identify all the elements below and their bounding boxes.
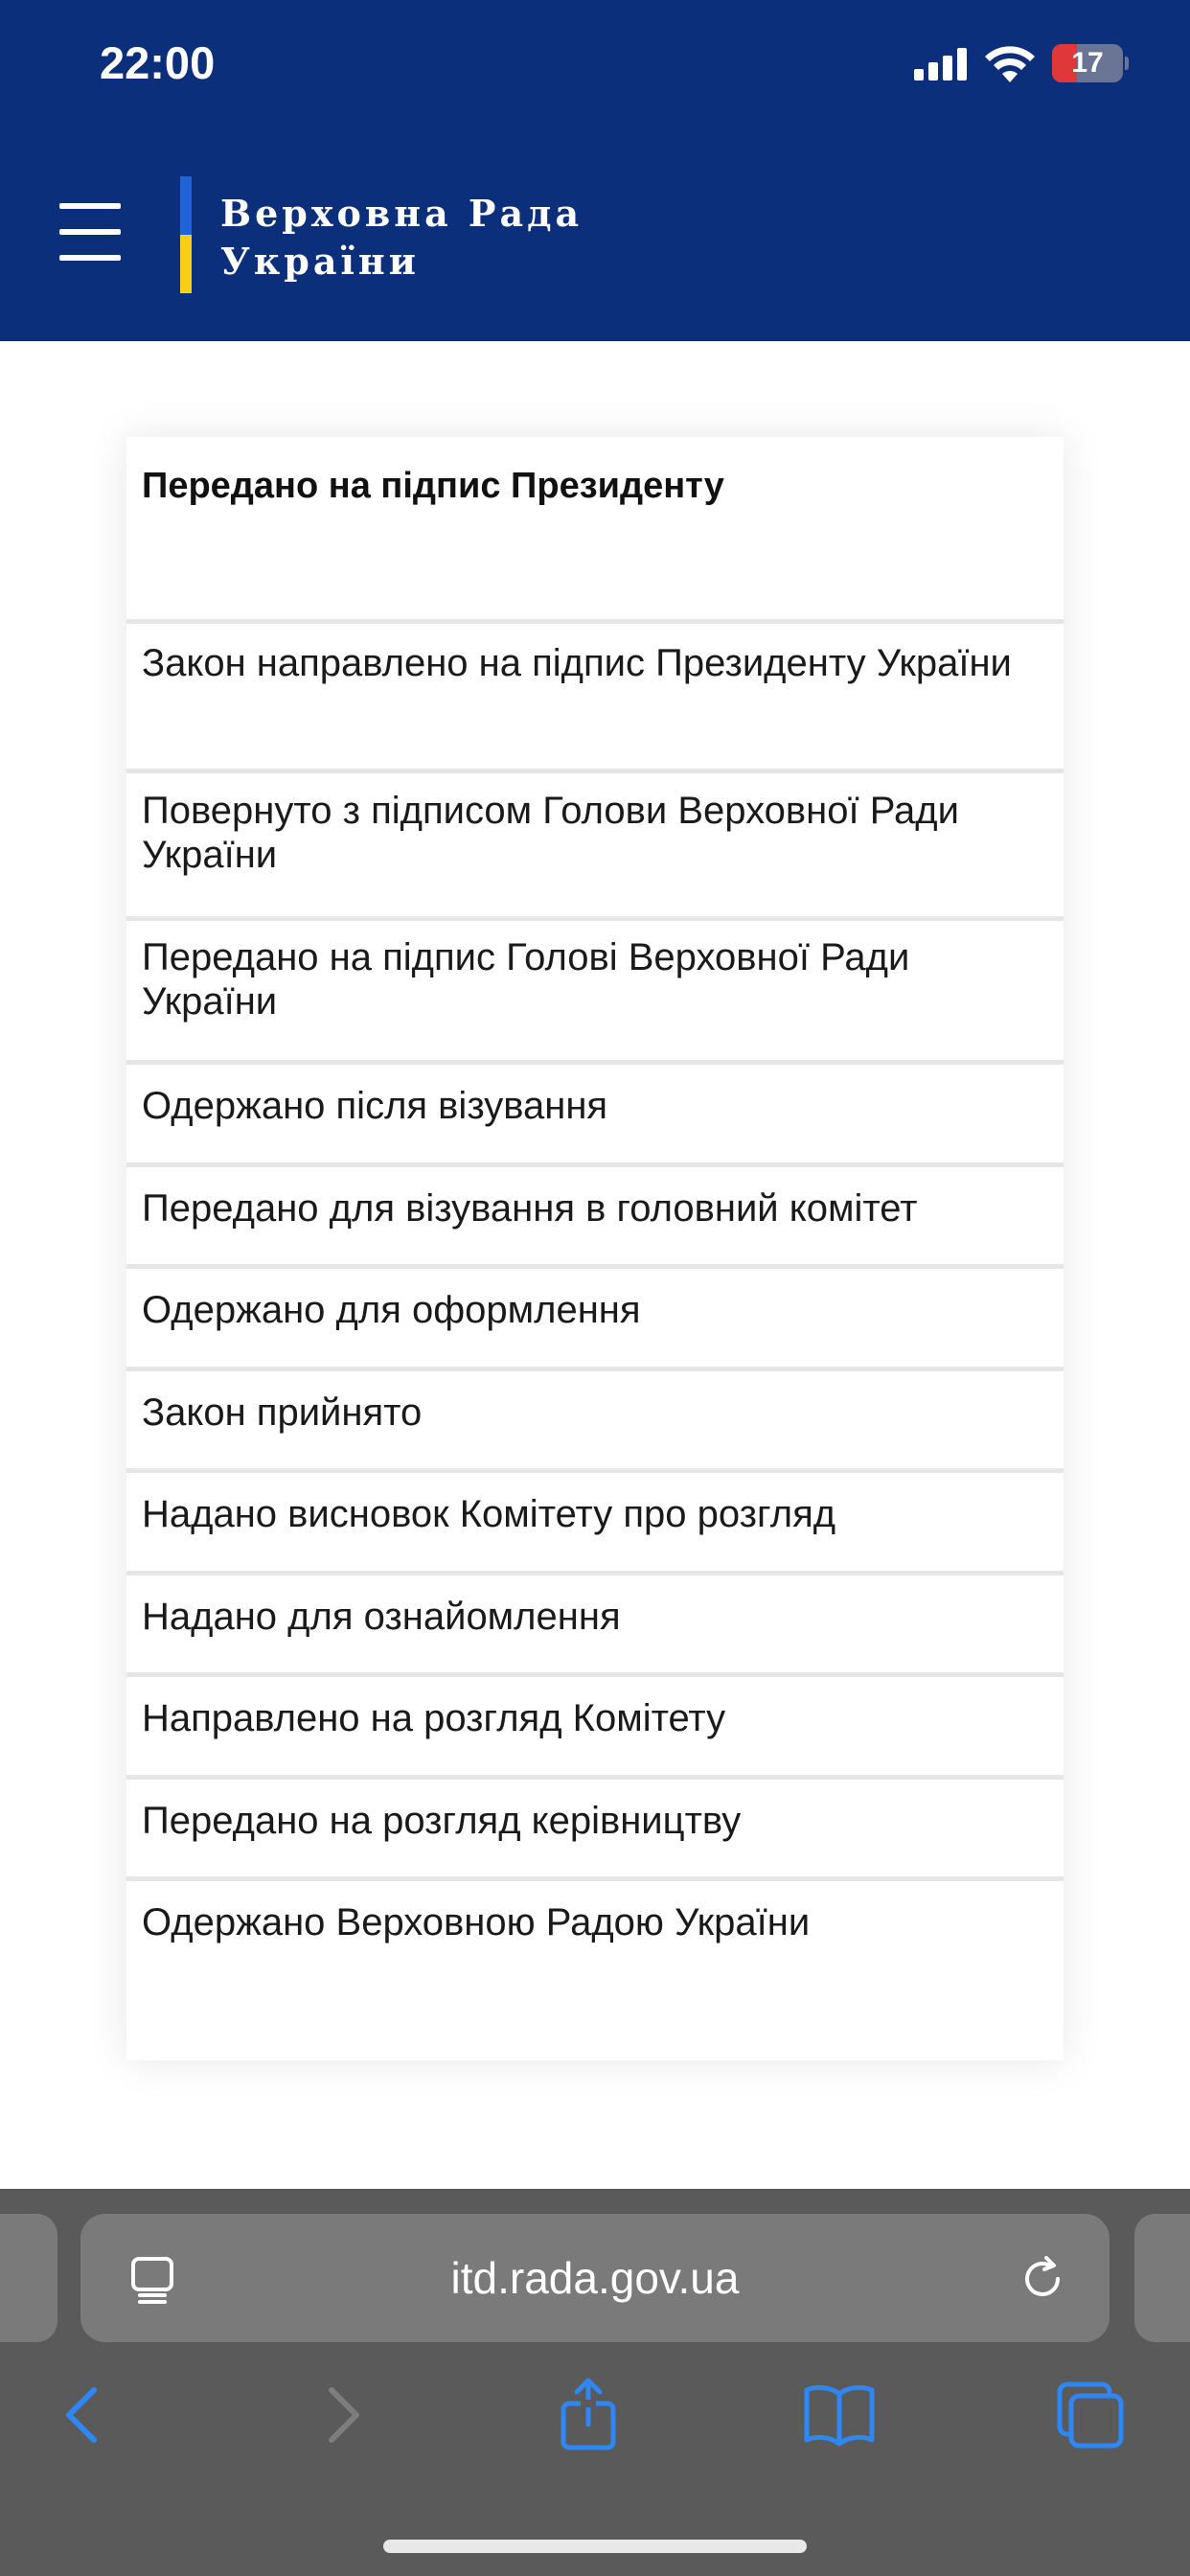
site-header xyxy=(0,0,1190,341)
list-item-text: Одержано після візування xyxy=(142,1085,608,1127)
address-bar[interactable] xyxy=(80,2214,1110,2342)
list-item xyxy=(126,1576,1064,1672)
bookmarks-icon[interactable] xyxy=(801,2377,878,2453)
list-item xyxy=(126,1473,1064,1571)
list-item-text: Передано на розгляд керівництву xyxy=(142,1800,742,1842)
hamburger-menu-icon[interactable] xyxy=(59,203,121,261)
wifi-icon xyxy=(985,46,1035,82)
list-item-text: Надано для ознайомлення xyxy=(142,1596,621,1638)
logo-text-line1: Верховна Рада xyxy=(220,192,584,235)
list-item xyxy=(126,1167,1064,1264)
reload-icon[interactable] xyxy=(1019,2256,1065,2302)
list-item xyxy=(126,624,1064,769)
list-item xyxy=(126,1269,1064,1367)
back-icon[interactable] xyxy=(46,2377,123,2453)
list-item-text: Направлено на розгляд Комітету xyxy=(142,1697,726,1739)
site-logo[interactable] xyxy=(180,176,602,293)
list-item xyxy=(126,1677,1064,1775)
cellular-signal-icon xyxy=(914,48,968,80)
list-item xyxy=(126,921,1064,1060)
tabs-icon[interactable] xyxy=(1052,2377,1129,2453)
list-item-text: Передано для візування в головний комітет xyxy=(142,1187,918,1230)
list-item-text: Закон прийнято xyxy=(142,1392,423,1434)
list-item-text: Одержано Верховною Радою України xyxy=(142,1901,811,1944)
logo-flag-blue xyxy=(180,176,192,235)
logo-text-line2: України xyxy=(220,240,420,283)
list-item xyxy=(126,1065,1064,1162)
forward-icon[interactable] xyxy=(303,2377,379,2453)
list-item-text: Повернуто з підписом Голови Верховної Ради України xyxy=(142,790,959,876)
status-bar xyxy=(0,0,1190,134)
next-tab-peek[interactable] xyxy=(1134,2214,1190,2342)
status-time: 22:00 xyxy=(100,37,216,88)
list-item-text: Закон направлено на підпис Президенту України xyxy=(142,642,1012,684)
list-item xyxy=(126,1881,1064,2060)
battery-level: 17 xyxy=(1071,47,1104,79)
share-icon[interactable] xyxy=(550,2377,627,2453)
status-card xyxy=(126,437,1064,2060)
list-item-text: Надано висновок Комітету про розгляд xyxy=(142,1493,836,1535)
list-item-text: Одержано для оформлення xyxy=(142,1289,641,1331)
previous-tab-peek[interactable] xyxy=(0,2214,57,2342)
home-indicator[interactable] xyxy=(383,2540,807,2553)
card-title: Передано на підпис Президенту xyxy=(142,466,724,506)
list-item xyxy=(126,773,1064,916)
list-item xyxy=(126,1371,1064,1468)
list-item-text: Передано на підпис Голові Верховної Ради України xyxy=(142,936,910,1023)
list-item xyxy=(126,1780,1064,1876)
logo-flag-yellow xyxy=(180,235,192,293)
url-text[interactable]: itd.rada.gov.ua xyxy=(450,2253,740,2303)
battery-indicator xyxy=(1052,44,1129,82)
